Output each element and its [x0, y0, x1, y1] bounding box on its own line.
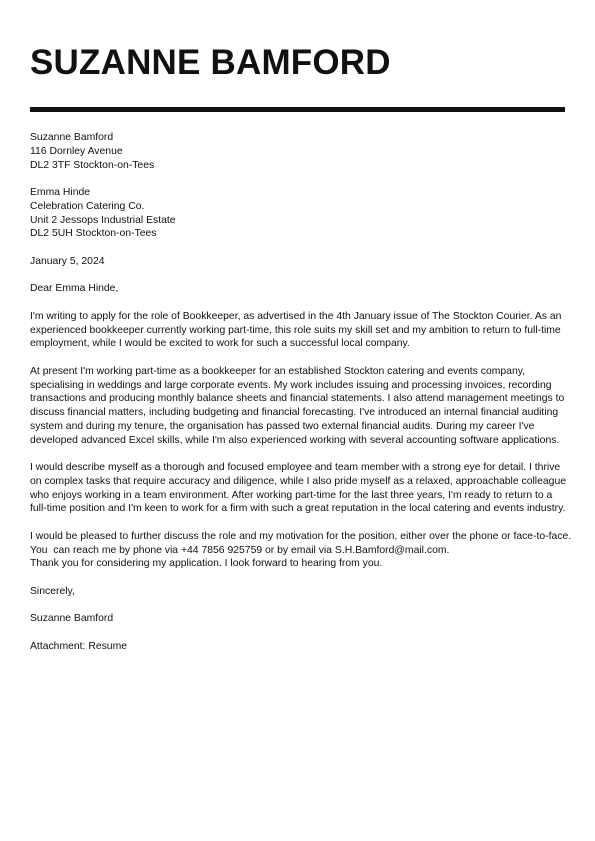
attachment-note: Attachment: Resume	[30, 640, 128, 652]
sender-street: 116 Dornley Avenue	[30, 145, 123, 157]
body-paragraph-4	[30, 530, 572, 571]
recipient-address	[30, 186, 566, 241]
signature-name: Suzanne Bamford	[30, 613, 114, 625]
title-divider	[30, 107, 565, 112]
sender-name: Suzanne Bamford	[30, 132, 114, 143]
body-paragraph-4-line-3: Thank you for considering my application. I look forward to hearing from you.	[30, 558, 383, 570]
page-title: SUZANNE BAMFORD	[30, 43, 391, 82]
sender-city: DL2 3TF Stockton-on-Tees	[30, 159, 155, 171]
body-paragraph-4-line-2: You can reach me by phone via +44 7856 925759 or by email via S.H.Bamford@mail.com.	[30, 544, 450, 556]
body-paragraph-4-line-1: I would be pleased to further discuss the role and my motivation for the position, either over the phone or face-to-face.	[30, 530, 572, 542]
salutation: Dear Emma Hinde,	[30, 283, 119, 295]
body-paragraph-3: I would describe myself as a thorough and focused employee and team member with a strong eye for detail. I thrive on complex tasks that require accuracy and diligence, while I also pride myself as a relaxed, approachable colleague who enjoys working in a team environment. After working part-time for the last three years, I'm ready to return to a full-time position and I'm keen to work for a firm with such a great reputation in the local catering and events industry.	[30, 462, 566, 515]
body-paragraph-1: I'm writing to apply for the role of Bookkeeper, as advertised in the 4th January issue of The Stockton Courier. As an experienced bookkeeper currently working part-time, this role suits my skill set and my ambition to return to full-time employment, while I would be excited to work for such a successful local company.	[30, 310, 562, 350]
sender-address	[30, 131, 566, 172]
recipient-company: Celebration Catering Co.	[30, 200, 145, 212]
letter-date: January 5, 2024	[30, 255, 105, 267]
body-paragraph-2: At present I'm working part-time as a bookkeeper for an established Stockton catering and events company, specialising in weddings and large corporate events. My work includes issuing and processing invoices, recording transactions and producing monthly balance sheets and financial statements. I also attend management meetings to discuss financial matters, including budgeting and financial forecasting. I've introduced an internal financial auditing system and during my tenure, the organisation has passed two external financial audits. During my career I've developed advanced Excel skills, while I'm also experienced working with several accounting software applications.	[30, 365, 565, 446]
recipient-city: DL2 5UH Stockton-on-Tees	[30, 228, 157, 240]
recipient-street: Unit 2 Jessops Industrial Estate	[30, 214, 176, 226]
recipient-name: Emma Hinde	[30, 187, 91, 198]
letter-body	[30, 131, 572, 667]
closing: Sincerely,	[30, 585, 75, 597]
